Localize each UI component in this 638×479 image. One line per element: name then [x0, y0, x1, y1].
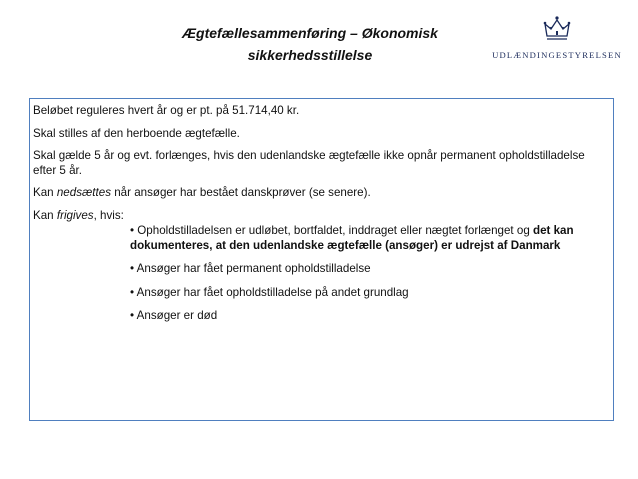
paragraph-reduction: [33, 186, 608, 201]
list-item-text: • Ansøger har fået opholdstilladelse på andet grundlag: [130, 285, 409, 299]
slide-title-line-1: Ægtefællesammenføring – Økonomisk: [182, 25, 438, 41]
list-item-text: • Ansøger har fået permanent opholdstilladelse: [130, 262, 371, 275]
list-item: [130, 309, 608, 324]
release-emphasis: frigives: [56, 208, 94, 222]
list-item: [130, 224, 608, 253]
list-item-text: • Opholdstilladelsen er udløbet, bortfaldet, inddraget eller nægtet forlænget og: [130, 224, 533, 237]
reduction-suffix: når ansøger har bestået danskprøver (se senere).: [111, 186, 371, 199]
list-item-bold-text: det kan dokumenteres, at den udenlandske ægtefælle (ansøger) er udrejst af Danmark: [130, 224, 574, 252]
list-item-text: • Ansøger er død: [130, 309, 218, 322]
release-suffix: , hvis:: [93, 208, 124, 222]
paragraph-release: [33, 209, 608, 224]
release-conditions-list: [130, 224, 608, 324]
reduction-emphasis: nedsættes: [56, 186, 111, 199]
slide-title-line-2: sikkerhedsstillelse: [247, 47, 373, 63]
paragraph-provider: Skal stilles af den herboende ægtefælle.: [33, 126, 240, 140]
udlaendingestyrelsen-logo: [488, 16, 626, 66]
content-body: [33, 104, 608, 333]
paragraph-duration: Skal gælde 5 år og evt. forlænges, hvis den udenlandske ægtefælle ikke opnår permanent opholdstilladelse efter 5 år.: [33, 149, 585, 177]
list-item: [130, 262, 608, 277]
royal-crown-icon: [542, 16, 572, 42]
list-item: [130, 286, 608, 301]
logo-wordmark: UDLÆNDINGESTYRELSEN: [492, 50, 622, 60]
release-prefix: Kan: [33, 208, 57, 222]
slide-title: [140, 22, 480, 66]
paragraph-amount: Beløbet reguleres hvert år og er pt. på 51.714,40 kr.: [33, 104, 300, 117]
reduction-prefix: Kan: [33, 186, 57, 199]
